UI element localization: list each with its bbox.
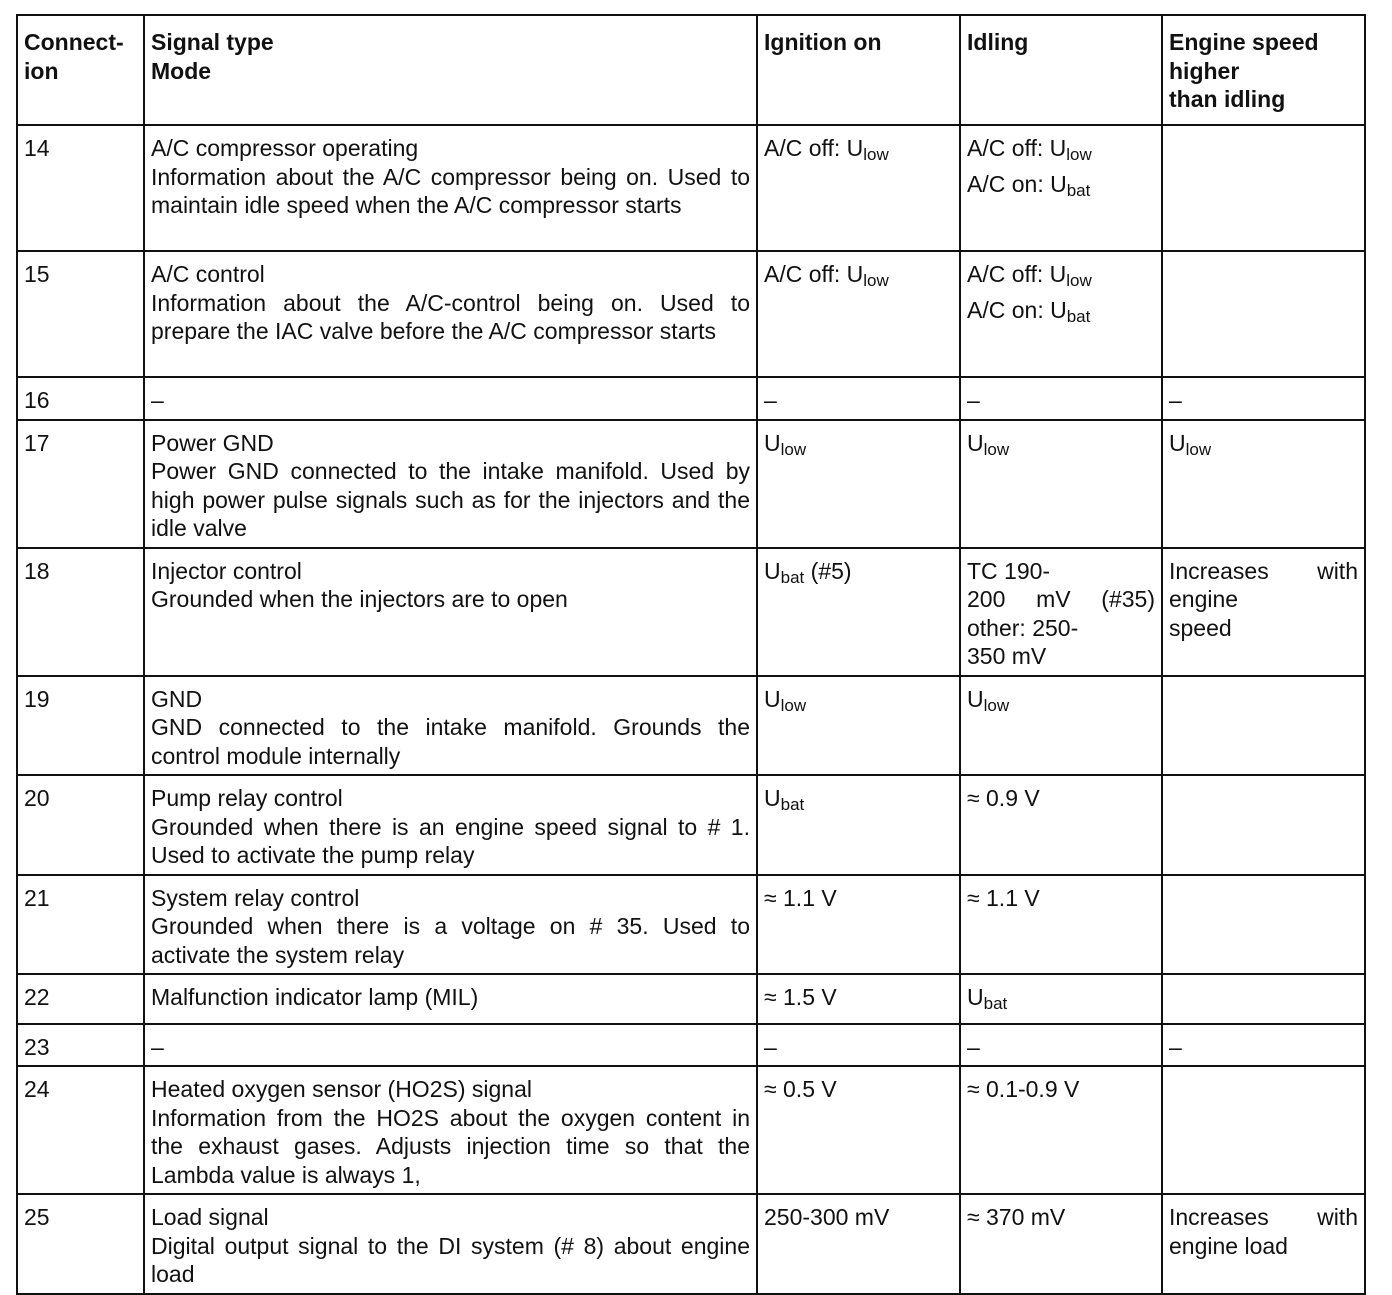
idling-cell (960, 251, 1162, 377)
connection-cell: 17 (17, 420, 144, 548)
ignition-cell-line (764, 983, 953, 1012)
ignition-cell-line (764, 1033, 953, 1062)
idling-cell-subscript: low (983, 695, 1010, 715)
table-row (17, 676, 1365, 776)
ignition-cell-text: U (764, 785, 781, 811)
table-row (17, 420, 1365, 548)
header-connection-line: ion (24, 57, 59, 84)
signal-title: Pump relay control (151, 785, 343, 811)
signal-cell (144, 1066, 757, 1194)
signal-description: Information from the HO2S about the oxygen content in the exhaust gases. Adjusts injection time so that the Lambda value is always 1, (151, 1104, 750, 1188)
signal-title: Power GND (151, 429, 274, 456)
signal-description: Grounded when the injectors are to open (151, 586, 568, 612)
connection-cell: 19 (17, 676, 144, 776)
ignition-cell-text: – (764, 387, 777, 413)
signal-description: Digital output signal to the DI system (# 8) about engine load (151, 1232, 750, 1287)
signal-title: A/C control (151, 261, 265, 287)
signal-cell (144, 251, 757, 377)
ignition-cell-text: ≈ 0.5 V (764, 1076, 837, 1102)
idling-cell-text: – (967, 387, 980, 413)
idling-cell (960, 775, 1162, 875)
header-connection (17, 15, 144, 125)
idling-cell-subscript: bat (983, 994, 1008, 1013)
ignition-cell-subscript: low (863, 145, 889, 164)
engine-speed-cell-subscript: low (1185, 439, 1212, 459)
signal-description: Power GND connected to the intake manifold. Used by high power pulse signals such as for the injectors and the idle valve (151, 458, 750, 541)
idling-cell-line (967, 983, 1155, 1019)
engine-speed-cell (1162, 676, 1365, 776)
ignition-cell (757, 974, 960, 1024)
connection-cell: 25 (17, 1194, 144, 1294)
signal-cell (144, 875, 757, 975)
idling-cell-text: U (967, 984, 984, 1010)
idling-cell-text: other: 250- (967, 614, 1079, 641)
idling-cell (960, 1066, 1162, 1194)
engine-speed-cell-text: engine (1169, 586, 1239, 612)
ignition-cell-subscript: low (780, 695, 807, 715)
signal-cell (144, 1194, 757, 1294)
header-signal-line: Signal type (151, 29, 274, 55)
engine-speed-cell-text: speed (1169, 614, 1232, 641)
signal-title: GND (151, 685, 203, 712)
engine-speed-cell-text: – (1169, 1033, 1182, 1060)
idling-cell-line (967, 386, 1155, 415)
idling-cell-text: 200 mV (#35) (967, 586, 1155, 612)
engine-speed-cell-line (1169, 1203, 1358, 1232)
idling-cell-text: A/C on: U (967, 296, 1067, 323)
ignition-cell-line (764, 1075, 953, 1104)
ignition-cell-text: A/C off: U (764, 135, 864, 161)
idling-cell-line (967, 1203, 1155, 1232)
idling-cell (960, 875, 1162, 975)
signal-description: Information about the A/C compressor being on. Used to maintain idle speed when the A/C compressor starts (151, 163, 750, 218)
idling-cell-line (967, 784, 1155, 813)
ignition-cell-suffix: (#5) (804, 557, 852, 584)
idling-cell-subscript: low (1066, 145, 1092, 164)
signal-title: Load signal (151, 1204, 269, 1230)
idling-cell-line (967, 260, 1155, 296)
idling-cell-text: A/C off: U (967, 261, 1067, 287)
engine-speed-cell-line (1169, 1033, 1358, 1062)
ignition-cell-subscript: bat (780, 795, 805, 814)
engine-speed-cell-line (1169, 1232, 1358, 1261)
table-row (17, 251, 1365, 377)
idling-cell-text: – (967, 1033, 980, 1060)
idling-cell-subscript: low (1066, 271, 1092, 290)
header-speed-line: Engine speed (1169, 29, 1319, 55)
table-row (17, 1024, 1365, 1067)
header-speed-line: than idling (1169, 86, 1286, 112)
signal-title: System relay control (151, 884, 360, 911)
idling-cell-subscript: bat (1066, 180, 1091, 200)
ignition-cell (757, 125, 960, 251)
idling-cell-text: ≈ 370 mV (967, 1204, 1066, 1230)
signal-title: – (151, 387, 164, 413)
ignition-cell (757, 548, 960, 676)
idling-cell-text: U (967, 685, 984, 712)
signal-cell (144, 420, 757, 548)
connection-cell: 20 (17, 775, 144, 875)
ignition-cell-line (764, 884, 953, 913)
idling-cell (960, 377, 1162, 420)
idling-cell (960, 676, 1162, 776)
ignition-cell (757, 251, 960, 377)
ignition-cell-line (764, 260, 953, 296)
signal-cell (144, 377, 757, 420)
ignition-cell-text: U (764, 429, 781, 456)
table-row (17, 775, 1365, 875)
connection-cell: 18 (17, 548, 144, 676)
connection-cell: 14 (17, 125, 144, 251)
idling-cell-line (967, 585, 1155, 614)
ignition-cell-line (764, 1203, 953, 1232)
ignition-cell-text: 250-300 mV (764, 1204, 890, 1230)
engine-speed-cell-text: Increases with (1169, 1204, 1358, 1230)
ignition-cell-line (764, 134, 953, 170)
idling-cell-text: ≈ 0.1-0.9 V (967, 1076, 1080, 1102)
ignition-cell-line (764, 386, 953, 415)
engine-speed-cell-line (1169, 429, 1358, 465)
table-row (17, 1194, 1365, 1294)
header-idling (960, 15, 1162, 125)
engine-speed-cell (1162, 377, 1365, 420)
signal-description: Grounded when there is a voltage on # 35. Used to activate the system relay (151, 913, 750, 968)
ignition-cell-text: A/C off: U (764, 261, 864, 287)
connection-cell: 23 (17, 1024, 144, 1067)
idling-cell (960, 125, 1162, 251)
engine-speed-cell (1162, 251, 1365, 377)
header-speed-line: higher (1169, 57, 1240, 84)
ignition-cell-line (764, 784, 953, 820)
ignition-cell-subscript: low (780, 439, 807, 459)
engine-speed-cell-text: Increases with (1169, 557, 1358, 584)
connection-cell: 24 (17, 1066, 144, 1194)
table-row (17, 974, 1365, 1024)
signal-title: A/C compressor operating (151, 135, 419, 161)
engine-speed-cell (1162, 775, 1365, 875)
idling-cell (960, 1194, 1162, 1294)
ignition-cell (757, 1066, 960, 1194)
idling-cell-text: ≈ 1.1 V (967, 884, 1040, 911)
signal-cell (144, 1024, 757, 1067)
header-idling-line: Idling (967, 29, 1029, 55)
idling-cell (960, 420, 1162, 548)
signal-description: Grounded when there is an engine speed signal to # 1. Used to activate the pump relay (151, 813, 750, 868)
idling-cell-line (967, 296, 1155, 332)
table-row (17, 377, 1365, 420)
table-row (17, 125, 1365, 251)
engine-speed-cell (1162, 1024, 1365, 1067)
idling-cell-line (967, 614, 1155, 643)
signal-description: GND connected to the intake manifold. Grounds the control module internally (151, 714, 750, 769)
signal-cell (144, 775, 757, 875)
idling-cell-subscript: low (983, 439, 1010, 459)
ignition-cell-text: – (764, 1033, 777, 1060)
signal-title: Injector control (151, 557, 302, 584)
idling-cell-line (967, 170, 1155, 206)
engine-speed-cell-line (1169, 585, 1358, 614)
engine-speed-cell-text: U (1169, 429, 1186, 456)
engine-speed-cell (1162, 1066, 1365, 1194)
engine-speed-cell (1162, 1194, 1365, 1294)
ignition-cell (757, 775, 960, 875)
ignition-cell (757, 377, 960, 420)
signal-description: Information about the A/C-control being on. Used to prepare the IAC valve before the A/C compressor starts (151, 289, 750, 344)
ignition-cell-text: U (764, 685, 781, 712)
ignition-cell-line (764, 685, 953, 721)
ignition-cell-text: U (764, 557, 781, 584)
idling-cell-text: 350 mV (967, 643, 1047, 669)
idling-cell (960, 974, 1162, 1024)
idling-cell (960, 1024, 1162, 1067)
idling-cell-line (967, 1033, 1155, 1062)
ignition-cell-subscript: low (863, 271, 889, 290)
signal-cell (144, 548, 757, 676)
ignition-cell (757, 1194, 960, 1294)
idling-cell-line (967, 429, 1155, 465)
signal-cell (144, 125, 757, 251)
ignition-cell-line (764, 429, 953, 465)
idling-cell-line (967, 884, 1155, 913)
engine-speed-cell-text: – (1169, 387, 1182, 413)
engine-speed-cell-line (1169, 386, 1358, 415)
header-signal-line: Mode (151, 57, 212, 84)
engine-speed-cell-line (1169, 614, 1358, 643)
idling-cell-text: A/C on: U (967, 170, 1067, 197)
engine-speed-cell (1162, 548, 1365, 676)
ignition-cell (757, 676, 960, 776)
idling-cell-subscript: bat (1066, 306, 1091, 326)
ignition-cell-subscript: bat (780, 567, 805, 587)
ignition-cell-text: ≈ 1.5 V (764, 984, 837, 1010)
idling-cell-text: A/C off: U (967, 135, 1067, 161)
engine-speed-cell-text: engine load (1169, 1232, 1288, 1259)
header-engine-speed (1162, 15, 1365, 125)
engine-speed-cell (1162, 420, 1365, 548)
connection-cell: 22 (17, 974, 144, 1024)
idling-cell (960, 548, 1162, 676)
signal-title: Heated oxygen sensor (HO2S) signal (151, 1076, 532, 1102)
connection-cell: 16 (17, 377, 144, 420)
connection-cell: 15 (17, 251, 144, 377)
idling-cell-text: TC 190- (967, 557, 1051, 584)
header-row (17, 15, 1365, 125)
idling-cell-line (967, 642, 1155, 671)
ignition-cell-text: ≈ 1.1 V (764, 884, 837, 911)
header-ignition-line: Ignition on (764, 29, 882, 55)
idling-cell-text: U (967, 429, 984, 456)
header-ignition-on (757, 15, 960, 125)
ignition-cell (757, 1024, 960, 1067)
idling-cell-text: ≈ 0.9 V (967, 785, 1040, 811)
connection-cell: 21 (17, 875, 144, 975)
pin-table (16, 14, 1366, 1295)
idling-cell-line (967, 557, 1155, 586)
table-row (17, 875, 1365, 975)
engine-speed-cell (1162, 974, 1365, 1024)
idling-cell-line (967, 134, 1155, 170)
ignition-cell (757, 420, 960, 548)
engine-speed-cell (1162, 875, 1365, 975)
header-connection-line: Connect- (24, 29, 124, 55)
ignition-cell-line (764, 557, 953, 593)
table-body (17, 125, 1365, 1294)
engine-speed-cell-line (1169, 557, 1358, 586)
idling-cell-line (967, 685, 1155, 721)
signal-title: – (151, 1033, 164, 1060)
engine-speed-cell (1162, 125, 1365, 251)
signal-cell (144, 676, 757, 776)
header-signal-type (144, 15, 757, 125)
signal-title: Malfunction indicator lamp (MIL) (151, 984, 479, 1010)
ignition-cell (757, 875, 960, 975)
table-row (17, 1066, 1365, 1194)
signal-cell (144, 974, 757, 1024)
idling-cell-line (967, 1075, 1155, 1104)
table-row (17, 548, 1365, 676)
